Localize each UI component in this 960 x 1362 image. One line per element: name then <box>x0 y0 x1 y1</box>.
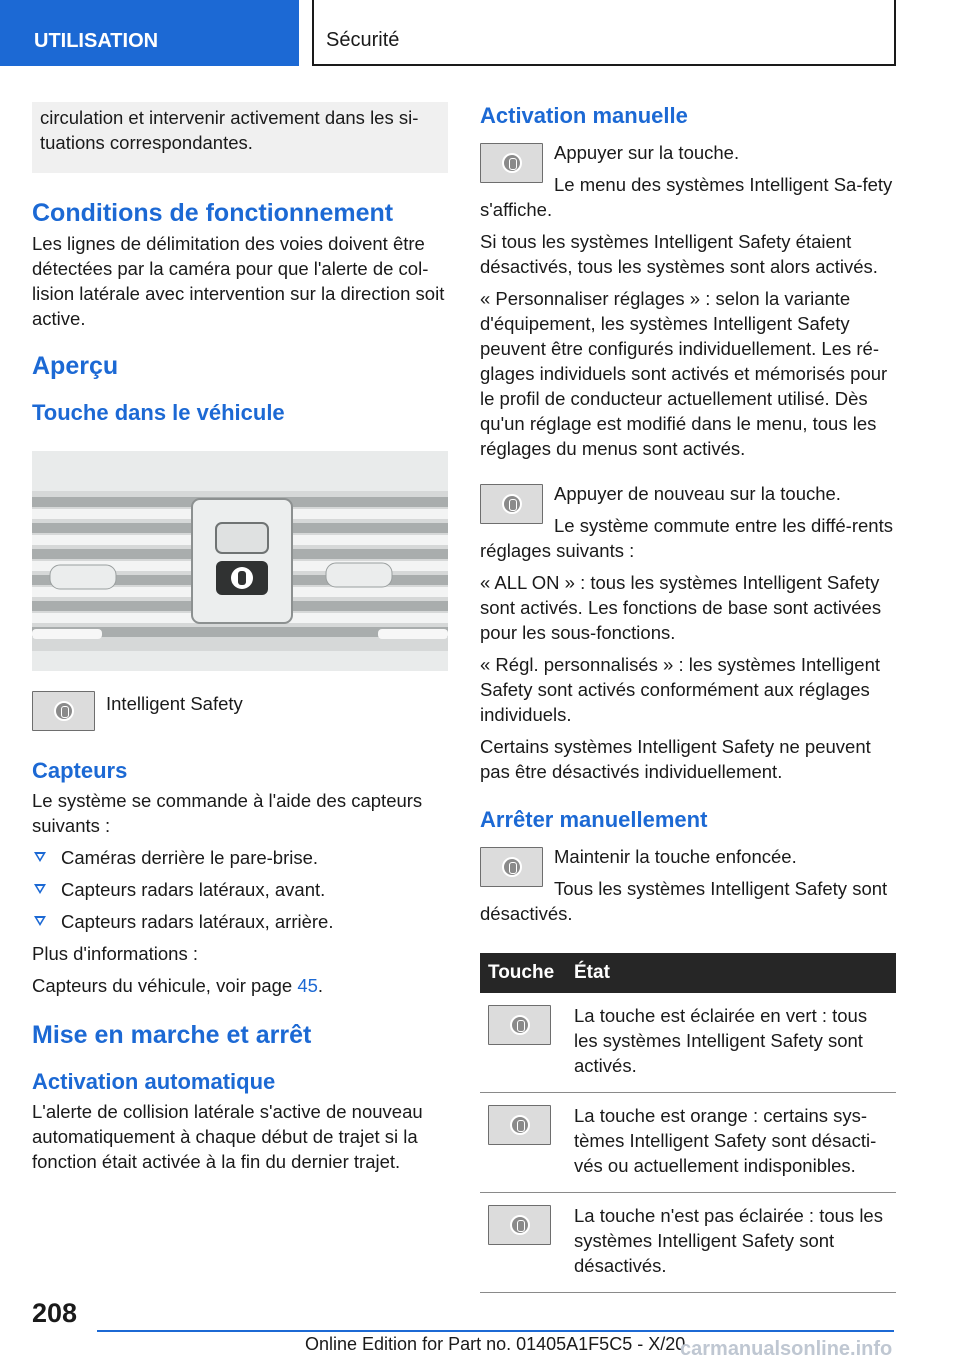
table-row <box>480 1193 896 1293</box>
intro-box <box>32 102 448 173</box>
heading-activation-manuelle: Activation manuelle <box>480 103 688 128</box>
section-tab <box>312 0 896 66</box>
custom-settings-text: « Régl. personnalisés » : les systèmes Intelligent Safety sont activés conformément aux réglages individuels. <box>480 654 881 725</box>
table-cell: La touche est éclairée en vert : tous les systèmes Intelligent Safety sont activés. <box>566 993 896 1093</box>
section-title: Sécurité <box>326 29 400 51</box>
toggle-settings-text: Le système commute entre les diffé-rents réglages suivants : <box>480 515 893 561</box>
page-link[interactable]: 45 <box>297 975 318 996</box>
conditions-text: Les lignes de délimitation des voies doivent être détectées par la caméra pour que l'alerte de col-lision latérale avec intervention sur la direction soit active. <box>32 233 445 329</box>
heading-marche-arret: Mise en marche et arrêt <box>32 1021 312 1049</box>
watermark-logo: carmanualsonline.info <box>680 1338 893 1360</box>
vehicle-button-photo <box>32 451 448 671</box>
all-deactivated-text: Tous les systèmes Intelligent Safety sont désactivés. <box>480 878 888 924</box>
right-column <box>480 102 896 1293</box>
footer-divider <box>97 1330 894 1332</box>
triangle-bullet-icon <box>34 916 46 926</box>
hold-button-text: Maintenir la touche enfoncée. <box>554 846 797 867</box>
chapter-title: UTILISATION <box>34 30 159 52</box>
sensor-list <box>32 845 448 934</box>
table-row <box>480 1093 896 1193</box>
press-button-text: Appuyer sur la touche. <box>554 142 740 163</box>
activation-auto-text: L'alerte de collision latérale s'active de nouveau automatiquement à chaque début de trajet si la fonction était activée à la fin du dernier trajet. <box>32 1101 423 1172</box>
footer-edition: Online Edition for Part no. 01405A1F5C5 - X/20 <box>305 1334 686 1354</box>
list-item: Capteurs radars latéraux, arrière. <box>32 909 448 934</box>
button-off-icon <box>488 1205 551 1245</box>
button-green-icon <box>488 1005 551 1045</box>
intelligent-safety-button-icon <box>32 691 95 731</box>
intro-text: circulation et intervenir activement dans les si-tuations correspondantes. <box>40 107 419 153</box>
heading-conditions: Conditions de fonctionnement <box>32 199 394 227</box>
intelligent-safety-label: Intelligent Safety <box>106 693 243 714</box>
personalize-text: « Personnaliser réglages » : selon la variante d'équipement, les systèmes Intelligent Safety peuvent être configurés individuellement. Les ré-glages individuels sont activés et mémorisés pour le profil de conducteur actuellement utilisé. Dès qu'un réglage est modifié dans le menu, tous les réglages du menus sont activés. <box>480 288 888 459</box>
chapter-tab <box>0 0 299 66</box>
button-states-table <box>480 953 896 1293</box>
table-header-touche: Touche <box>480 953 566 993</box>
table-header-row <box>480 953 896 993</box>
heading-activation-auto: Activation automatique <box>32 1069 276 1094</box>
list-item: Capteurs radars latéraux, avant. <box>32 877 448 902</box>
list-item: Caméras derrière le pare-brise. <box>32 845 448 870</box>
intelligent-safety-button-icon <box>480 143 543 183</box>
triangle-bullet-icon <box>34 852 46 862</box>
heading-capteurs: Capteurs <box>32 758 128 783</box>
cannot-disable-text: Certains systèmes Intelligent Safety ne peuvent pas être désactivés individuellement. <box>480 736 871 782</box>
page-number: 208 <box>32 1298 78 1328</box>
table-row <box>480 993 896 1093</box>
heading-apercu: Aperçu <box>32 352 119 380</box>
more-info-text: Plus d'informations : <box>32 943 198 964</box>
menu-appears-text: Le menu des systèmes Intelligent Sa-fety s'affiche. <box>480 174 893 220</box>
all-on-text: « ALL ON » : tous les systèmes Intelligent Safety sont activés. Les fonctions de base sont activées pour les sous-fonctions. <box>480 572 882 643</box>
intelligent-safety-legend <box>32 691 448 731</box>
button-orange-icon <box>488 1105 551 1145</box>
page-reference: Capteurs du véhicule, voir page 45. <box>32 975 324 996</box>
heading-touche-vehicule: Touche dans le véhicule <box>32 400 285 425</box>
table-cell: La touche n'est pas éclairée : tous les systèmes Intelligent Safety sont désactivés. <box>566 1193 896 1293</box>
table-header-etat: État <box>566 953 896 993</box>
press-again-text: Appuyer de nouveau sur la touche. <box>554 483 841 504</box>
all-disabled-text: Si tous les systèmes Intelligent Safety étaient désactivés, tous les systèmes sont alors activés. <box>480 231 878 277</box>
capteurs-text: Le système se commande à l'aide des capteurs suivants : <box>32 790 423 836</box>
triangle-bullet-icon <box>34 884 46 894</box>
vent-illustration <box>32 451 448 671</box>
table-cell: La touche est orange : certains sys-tèmes Intelligent Safety sont désacti-vés ou actuellement indisponibles. <box>566 1093 896 1193</box>
heading-arreter-manuellement: Arrêter manuellement <box>480 807 708 832</box>
intelligent-safety-button-icon <box>480 847 543 887</box>
intelligent-safety-button-icon <box>480 484 543 524</box>
left-column <box>32 102 448 1181</box>
